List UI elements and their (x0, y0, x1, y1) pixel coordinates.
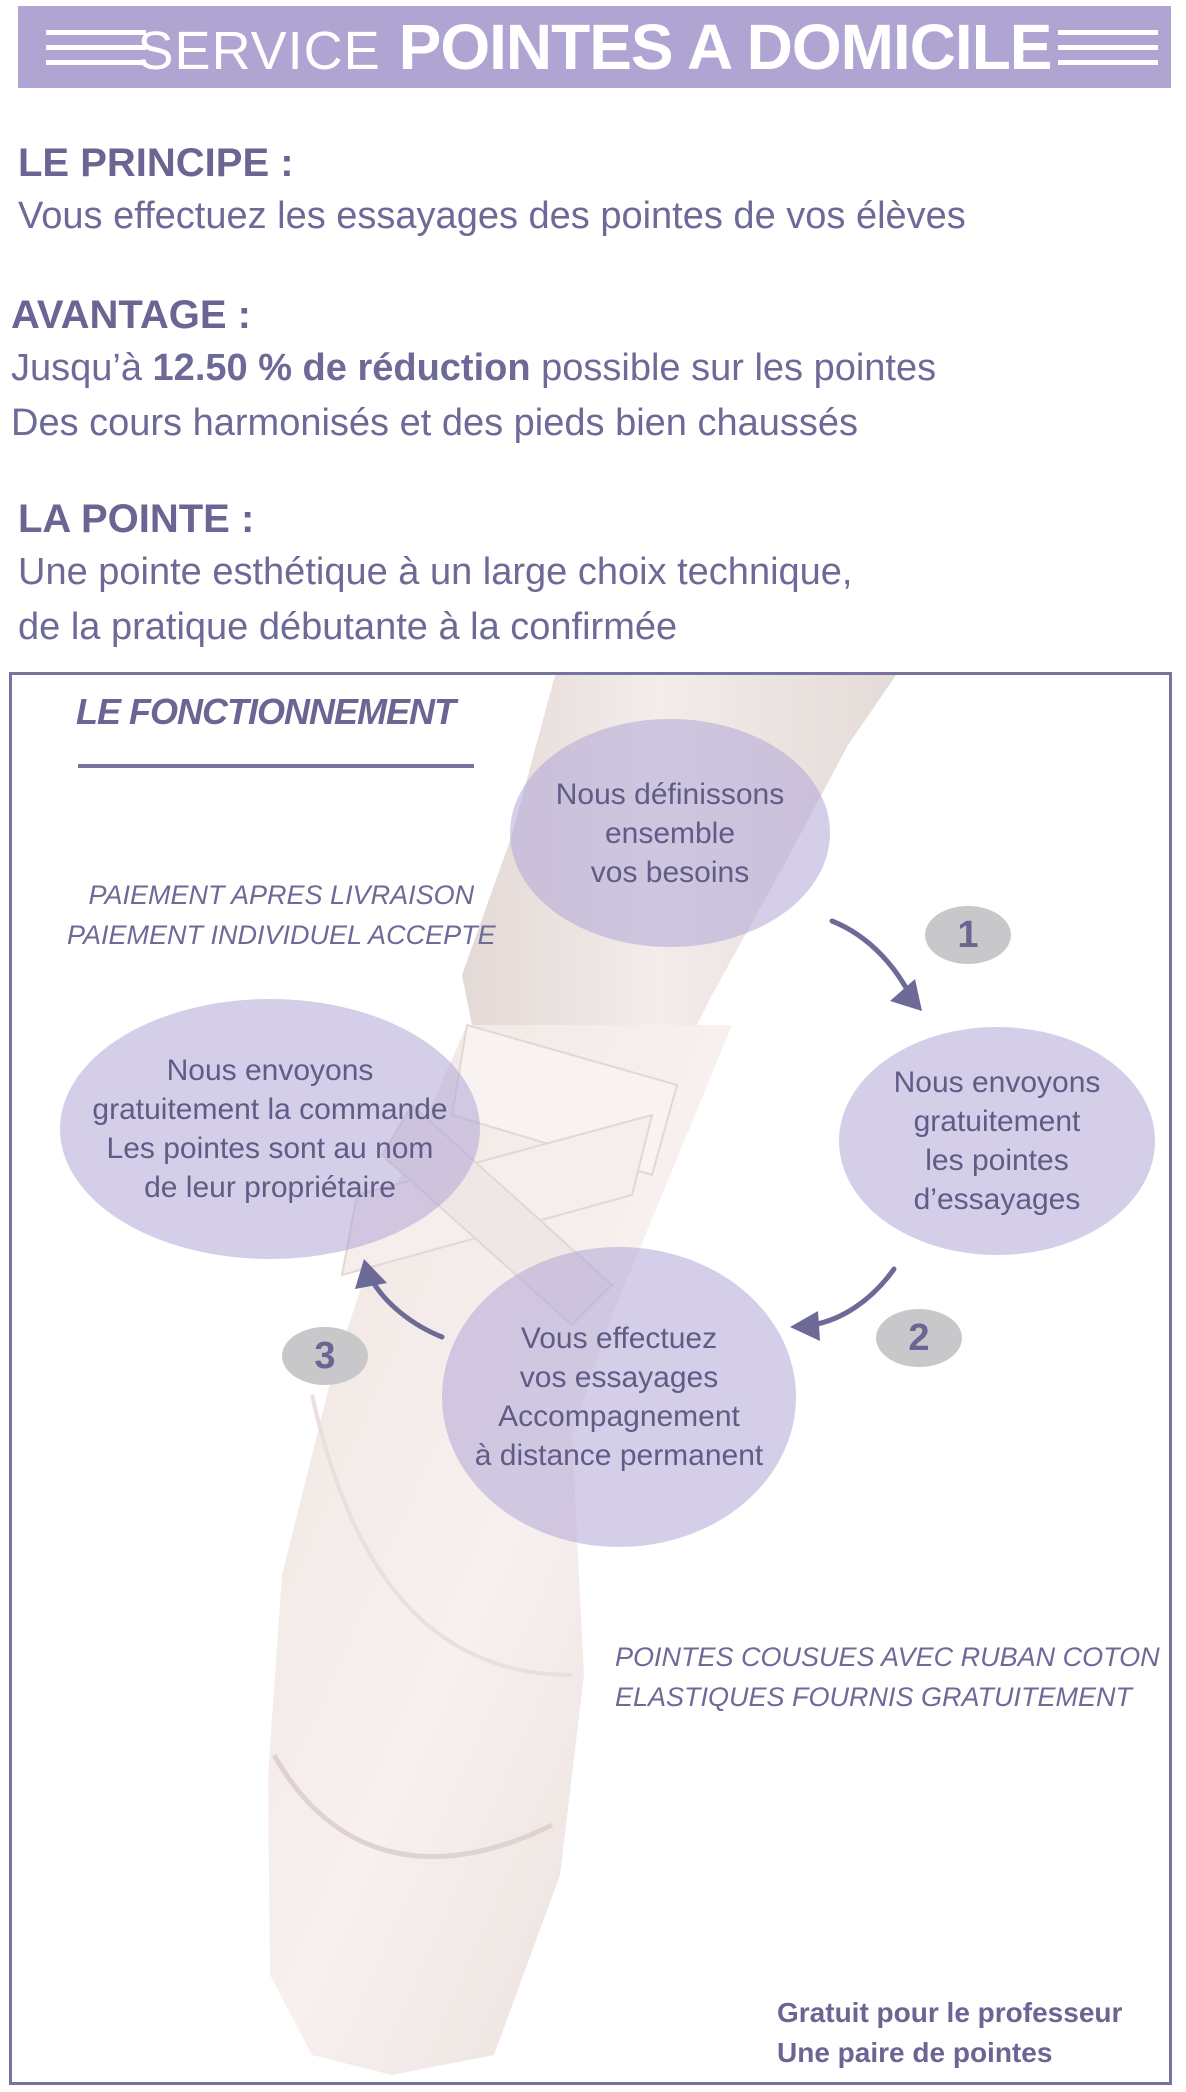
pointe-line-2: de la pratique débutante à la confirmée (18, 606, 678, 648)
step-text: Nous envoyons (166, 1054, 374, 1087)
curved-arrow-icon (832, 921, 910, 995)
avantage-line-1 (11, 341, 936, 396)
avantage-line-1-end: possible sur les pointes (530, 347, 937, 389)
banner-title: POINTES A DOMICILE (398, 11, 1052, 83)
avantage-line-1-start: Jusqu’à (11, 347, 153, 389)
avantage-section (11, 289, 936, 451)
step-text: gratuitement (913, 1105, 1081, 1138)
avantage-line-2: Des cours harmonisés et des pieds bien chaussés (11, 402, 859, 444)
decorative-lines-right-icon (1058, 30, 1158, 70)
pointe-section (18, 493, 852, 655)
avantage-heading: AVANTAGE : (11, 293, 251, 337)
step-text: à distance permanent (474, 1439, 764, 1472)
step-text: Nous envoyons (893, 1066, 1101, 1099)
fonctionnement-title: LE FONCTIONNEMENT (76, 691, 455, 732)
free-offer-line: Une paire de pointes (777, 2037, 1053, 2068)
step-text: Les pointes sont au nom (106, 1132, 434, 1165)
step-text: Nous définissons (555, 777, 785, 811)
header-banner (18, 6, 1171, 88)
step-text: vos besoins (590, 855, 750, 889)
payment-note-line: PAIEMENT INDIVIDUEL ACCEPTE (67, 920, 496, 950)
step-text: Vous effectuez (520, 1322, 718, 1355)
curved-arrow-icon (812, 1269, 894, 1325)
free-offer (777, 1993, 1122, 2073)
step-text: vos essayages (519, 1361, 719, 1394)
flow-arrows (12, 675, 1169, 2082)
principe-text: Vous effectuez les essayages des pointes de vos élèves (18, 195, 966, 237)
arrow-head-icon (790, 1311, 820, 1341)
avantage-discount: 12.50 % de réduction (152, 347, 531, 389)
payment-note-line: PAIEMENT APRES LIVRAISON (88, 880, 475, 910)
curved-arrow-icon (370, 1277, 442, 1337)
step-text: de leur propriétaire (144, 1171, 396, 1204)
step-text: les pointes (925, 1144, 1069, 1177)
banner-prefix: SERVICE (137, 21, 381, 81)
page-title (18, 11, 1171, 98)
pointe-line-1: Une pointe esthétique à un large choix technique, (18, 551, 853, 593)
step-number-badge: 2 (876, 1309, 962, 1367)
step-text: gratuitement la commande (92, 1093, 448, 1126)
principe-heading: LE PRINCIPE : (18, 141, 294, 185)
sewing-note-line: ELASTIQUES FOURNIS GRATUITEMENT (615, 1682, 1133, 1712)
step-text: d’essayages (913, 1183, 1081, 1216)
step-text: Accompagnement (498, 1400, 740, 1433)
fonctionnement-panel (9, 672, 1172, 2085)
pointe-heading: LA POINTE : (18, 497, 255, 541)
principe-section (18, 137, 966, 244)
sewing-note-line: POINTES COUSUES AVEC RUBAN COTON (615, 1642, 1160, 1672)
step-text: ensemble (604, 816, 736, 850)
free-offer-line: Gratuit pour le professeur (777, 1997, 1123, 2028)
step-number-badge: 3 (282, 1327, 368, 1385)
arrow-head-icon (355, 1259, 387, 1289)
step-number-badge: 1 (925, 906, 1011, 964)
